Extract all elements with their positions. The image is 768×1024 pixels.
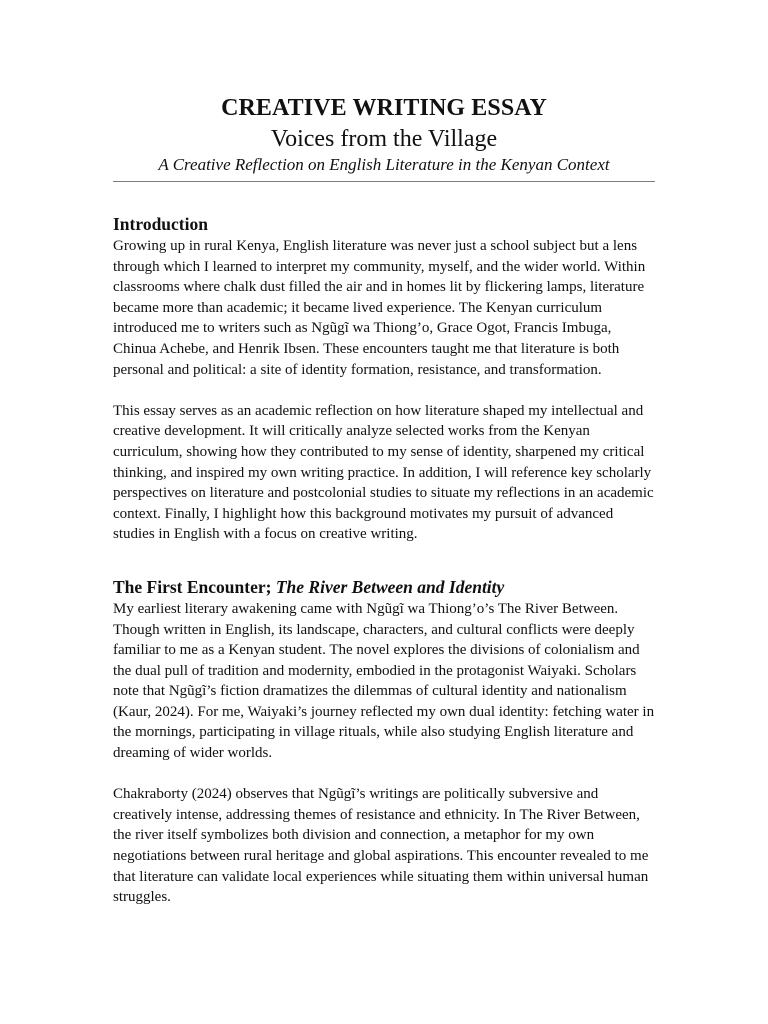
section-heading-emphasis: The River Between and Identity xyxy=(275,576,505,597)
essay-subtitle: Voices from the Village xyxy=(270,126,498,152)
paragraph: Growing up in rural Kenya, English literature was never just a school subject but a lens through which I learned to interpret my community, myself, and the wider world. Within classrooms where chalk dust filled the air and in homes lit by flickering lamps, literature became more than academic; it became lived experience. The Kenyan curriculum introduced me to writers such as Ngũgĩ wa Thiong’o, Grace Ogot, Francis Imbuga, Chinua Achebe, and Henrik Ibsen. These encounters taught me that literature is both personal and political: a site of identity formation, resistance, and transformation. xyxy=(113,238,646,378)
section-heading xyxy=(113,575,655,599)
section-heading-prefix: The First Encounter; xyxy=(113,576,276,597)
essay-title: CREATIVE WRITING ESSAY xyxy=(221,95,547,121)
paragraph: This essay serves as an academic reflection on how literature shaped my intellectual and creative development. It will critically analyze selected works from the Kenyan curriculum, showing how they contributed to my sense of identity, sharpened my critical thinking, and inspired my own writing practice. In addition, I will reference key scholarly perspectives on literature and postcolonial studies to situate my reflections in an academic context. Finally, I highlight how this background motivates my pursuit of advanced studies in English with a focus on creative writing. xyxy=(113,402,654,543)
paragraph: Chakraborty (2024) observes that Ngũgĩ’s writings are politically subversive and creatively intense, addressing themes of resistance and ethnicity. In The River Between, the river itself symbolizes both division and connection, a metaphor for my own negotiations between rural heritage and global aspirations. This encounter revealed to me that literature can validate local experiences while situating them within universal human struggles. xyxy=(113,786,649,906)
essay-tagline: A Creative Reflection on English Literature in the Kenyan Context xyxy=(158,155,610,174)
section-heading: Introduction xyxy=(113,214,208,234)
essay-page xyxy=(113,92,655,908)
section-introduction xyxy=(113,212,655,545)
paragraph: My earliest literary awakening came with Ngũgĩ wa Thiong’o’s The River Between. Though written in English, its landscape, characters, and cultural conflicts were deeply familiar to me as a Kenyan student. The novel explores the divisions of colonialism and the dual pull of tradition and modernity, embodied in the protagonist Waiyaki. Scholars note that Ngũgĩ’s fiction dramatizes the dilemmas of cultural identity and nationalism (Kaur, 2024). For me, Waiyaki’s journey reflected my own dual identity: fetching water in the mornings, participating in village rituals, while also studying English literature and dreaming of wider worlds. xyxy=(113,600,655,762)
essay-header xyxy=(113,92,655,182)
section-first-encounter xyxy=(113,575,655,908)
